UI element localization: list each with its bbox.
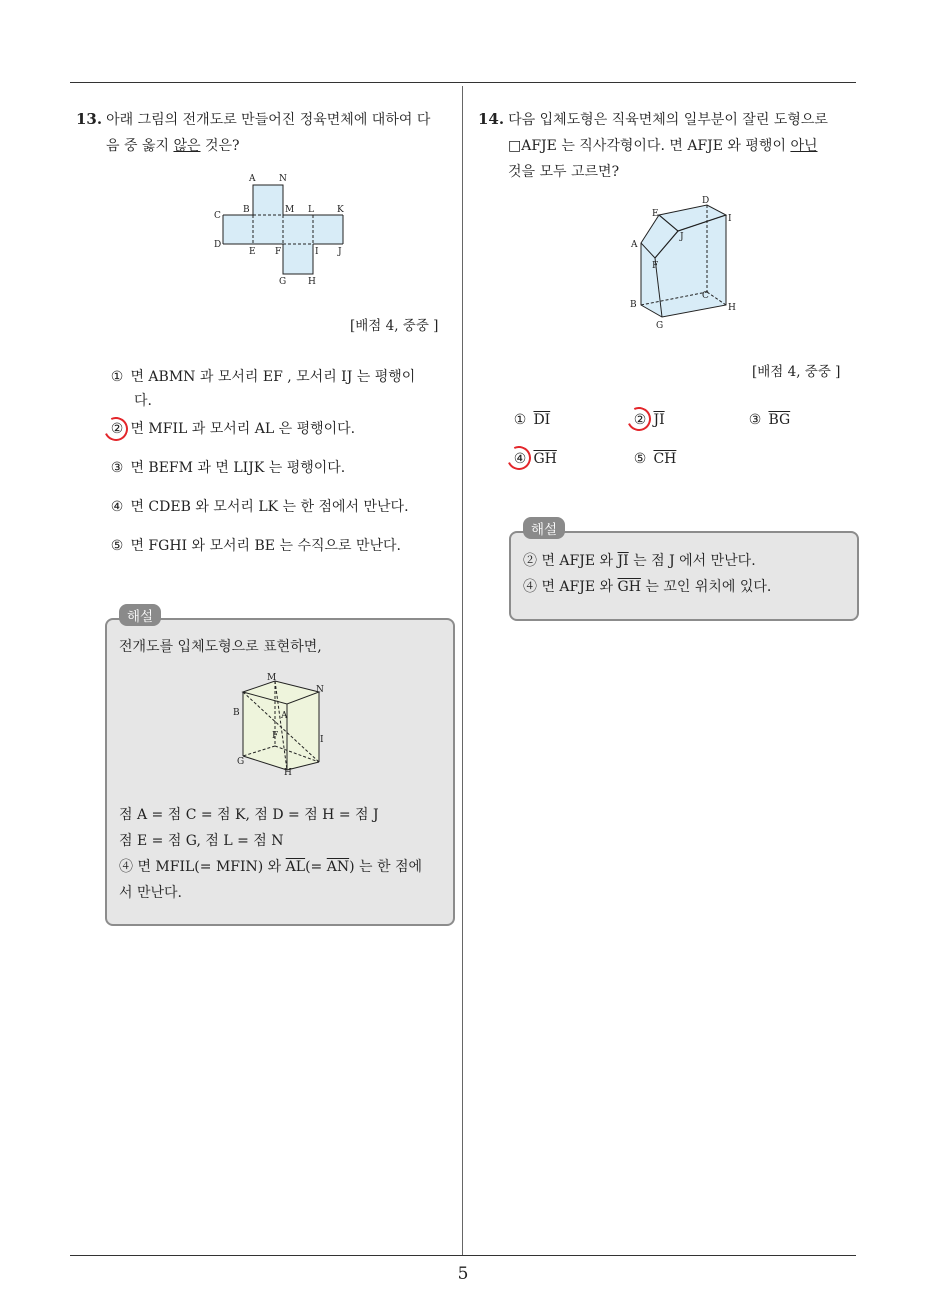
q14-choice-1[interactable] bbox=[511, 408, 550, 432]
q14-choice-3[interactable] bbox=[746, 408, 790, 432]
choice-text: 면 ABMN 과 모서리 EF , 모서리 IJ 는 평행이 bbox=[130, 369, 416, 385]
solid-label-C: C bbox=[702, 291, 709, 301]
q14-score: [배점 4, 중중 ] bbox=[752, 364, 841, 380]
q13-choice-1[interactable] bbox=[108, 365, 453, 413]
choice-text: 면 FGHI 와 모서리 BE 는 수직으로 만난다. bbox=[130, 538, 402, 554]
choice-segment: $\overline{DI}$ bbox=[533, 412, 551, 428]
q14-text-line2a: □AFJE 는 직사각형이다. 면 AFJE 와 평행이 bbox=[508, 138, 791, 154]
choice-number: ① bbox=[513, 412, 527, 428]
choice-text-cont: 다. bbox=[134, 393, 152, 409]
q13-score: [배점 4, 중중 ] bbox=[350, 318, 439, 334]
net-label-G: G bbox=[279, 277, 287, 287]
choice-segment: $\overline{GH}$ bbox=[533, 451, 557, 467]
choice-segment: $\overline{CH}$ bbox=[653, 451, 677, 467]
net-label-J: J bbox=[338, 247, 342, 257]
q14-stem bbox=[478, 106, 863, 185]
solid-label-I: I bbox=[728, 214, 732, 224]
q13-choice-3[interactable] bbox=[108, 456, 345, 480]
net-label-C: C bbox=[214, 211, 221, 221]
net-label-K: K bbox=[337, 205, 344, 215]
solution-text: ④ 면 MFIL(= MFIN) 와 bbox=[119, 859, 286, 875]
solid-label-A: A bbox=[631, 240, 638, 250]
solid-label-D: D bbox=[702, 196, 710, 206]
q13-net-figure bbox=[205, 170, 365, 290]
q14-text-line1: 다음 입체도형은 직육면체의 일부분이 잘린 도형으로 bbox=[508, 112, 828, 128]
solution-line bbox=[119, 854, 449, 880]
choice-number: ① bbox=[110, 369, 124, 385]
solid-label-B: B bbox=[630, 300, 637, 310]
q14-choice-5[interactable] bbox=[631, 447, 676, 471]
segment-GH: $\overline{GH}$ bbox=[617, 579, 641, 595]
solid-label-H: H bbox=[728, 303, 736, 313]
q14-solution-body bbox=[523, 548, 853, 600]
cube-label-I: I bbox=[320, 735, 324, 745]
solution-text: 는 꼬인 위치에 있다. bbox=[640, 579, 772, 595]
cube-label-M: M bbox=[267, 673, 277, 683]
q14-number: 14. bbox=[478, 110, 505, 128]
q13-cube-figure bbox=[228, 668, 340, 780]
segment-AN: $\overline{AN}$ bbox=[326, 859, 350, 875]
choice-text: 면 MFIL 과 모서리 AL 은 평행이다. bbox=[130, 421, 356, 437]
solution-text: ② 면 AFJE 와 bbox=[523, 553, 618, 569]
net-label-I: I bbox=[315, 247, 319, 257]
top-rule bbox=[70, 82, 856, 83]
q14-solid-figure bbox=[622, 192, 747, 334]
net-label-L: L bbox=[308, 205, 314, 215]
cube-label-H: H bbox=[284, 768, 292, 778]
q14-solution-tag: 해설 bbox=[523, 517, 565, 539]
choice-segment: $\overline{BG}$ bbox=[768, 412, 791, 428]
choice-number: ④ bbox=[513, 451, 527, 467]
solution-line bbox=[523, 574, 853, 600]
q13-text-line2b: 것은? bbox=[200, 138, 240, 154]
cube-label-F: F bbox=[272, 731, 279, 741]
page-number: 5 bbox=[457, 1264, 469, 1284]
solid-label-G: G bbox=[656, 321, 664, 331]
q13-number: 13. bbox=[76, 110, 103, 128]
net-label-N: N bbox=[279, 174, 287, 184]
q13-solution-body bbox=[119, 802, 449, 906]
q13-choice-4[interactable] bbox=[108, 495, 409, 519]
q13-text-line1: 아래 그림의 전개도로 만들어진 정육면체에 대하여 다 bbox=[106, 112, 431, 128]
choice-number: ③ bbox=[748, 412, 762, 428]
net-label-D: D bbox=[214, 240, 222, 250]
cube-label-B: B bbox=[233, 708, 240, 718]
net-label-F: F bbox=[275, 247, 282, 257]
q13-underlined-word: 않은 bbox=[173, 138, 201, 154]
solution-text: ④ 면 AFJE 와 bbox=[523, 579, 618, 595]
net-label-B: B bbox=[243, 205, 250, 215]
cube-label-N: N bbox=[316, 685, 324, 695]
solution-text: ) 는 한 점에 bbox=[349, 859, 423, 875]
segment-AL: $\overline{AL}$ bbox=[285, 859, 306, 875]
choice-number: ② bbox=[633, 412, 647, 428]
solution-text: 는 점 J 에서 만난다. bbox=[628, 553, 756, 569]
solid-label-F: F bbox=[652, 261, 659, 271]
cube-label-A: A bbox=[281, 711, 288, 721]
net-label-A: A bbox=[249, 174, 256, 184]
q13-solution-tag: 해설 bbox=[119, 604, 161, 626]
q13-choice-5[interactable] bbox=[108, 534, 401, 558]
q13-stem bbox=[76, 106, 461, 159]
choice-number: ② bbox=[110, 421, 124, 437]
net-label-H: H bbox=[308, 277, 316, 287]
solution-line: 서 만난다. bbox=[119, 885, 182, 901]
solution-text: (= bbox=[305, 859, 327, 875]
q14-underlined-word: 아닌 bbox=[790, 138, 818, 154]
bottom-rule bbox=[70, 1255, 856, 1256]
cube-label-G: G bbox=[237, 757, 245, 767]
choice-text: 면 BEFM 과 면 LIJK 는 평행이다. bbox=[130, 460, 346, 476]
segment-JI: $\overline{JI}$ bbox=[617, 553, 629, 569]
solution-line bbox=[523, 548, 853, 574]
solution-line: 점 A = 점 C = 점 K, 점 D = 점 H = 점 J bbox=[119, 807, 379, 823]
q13-choice-2[interactable] bbox=[108, 417, 355, 441]
net-label-E: E bbox=[249, 247, 256, 257]
solid-label-J: J bbox=[680, 232, 684, 242]
choice-text: 면 CDEB 와 모서리 LK 는 한 점에서 만난다. bbox=[130, 499, 409, 515]
solid-label-E: E bbox=[652, 209, 659, 219]
choice-number: ⑤ bbox=[633, 451, 647, 467]
q14-text-line3: 것을 모두 고르면? bbox=[508, 164, 620, 180]
choice-segment: $\overline{JI}$ bbox=[653, 412, 665, 428]
column-divider bbox=[462, 86, 463, 1256]
q13-text-line2a: 음 중 옳지 bbox=[106, 138, 174, 154]
q13-solution-intro: 전개도를 입체도형으로 표현하면, bbox=[119, 639, 322, 655]
net-label-M: M bbox=[285, 205, 295, 215]
solution-line: 점 E = 점 G, 점 L = 점 N bbox=[119, 833, 284, 849]
choice-number: ③ bbox=[110, 460, 124, 476]
choice-number: ⑤ bbox=[110, 538, 124, 554]
choice-number: ④ bbox=[110, 499, 124, 515]
